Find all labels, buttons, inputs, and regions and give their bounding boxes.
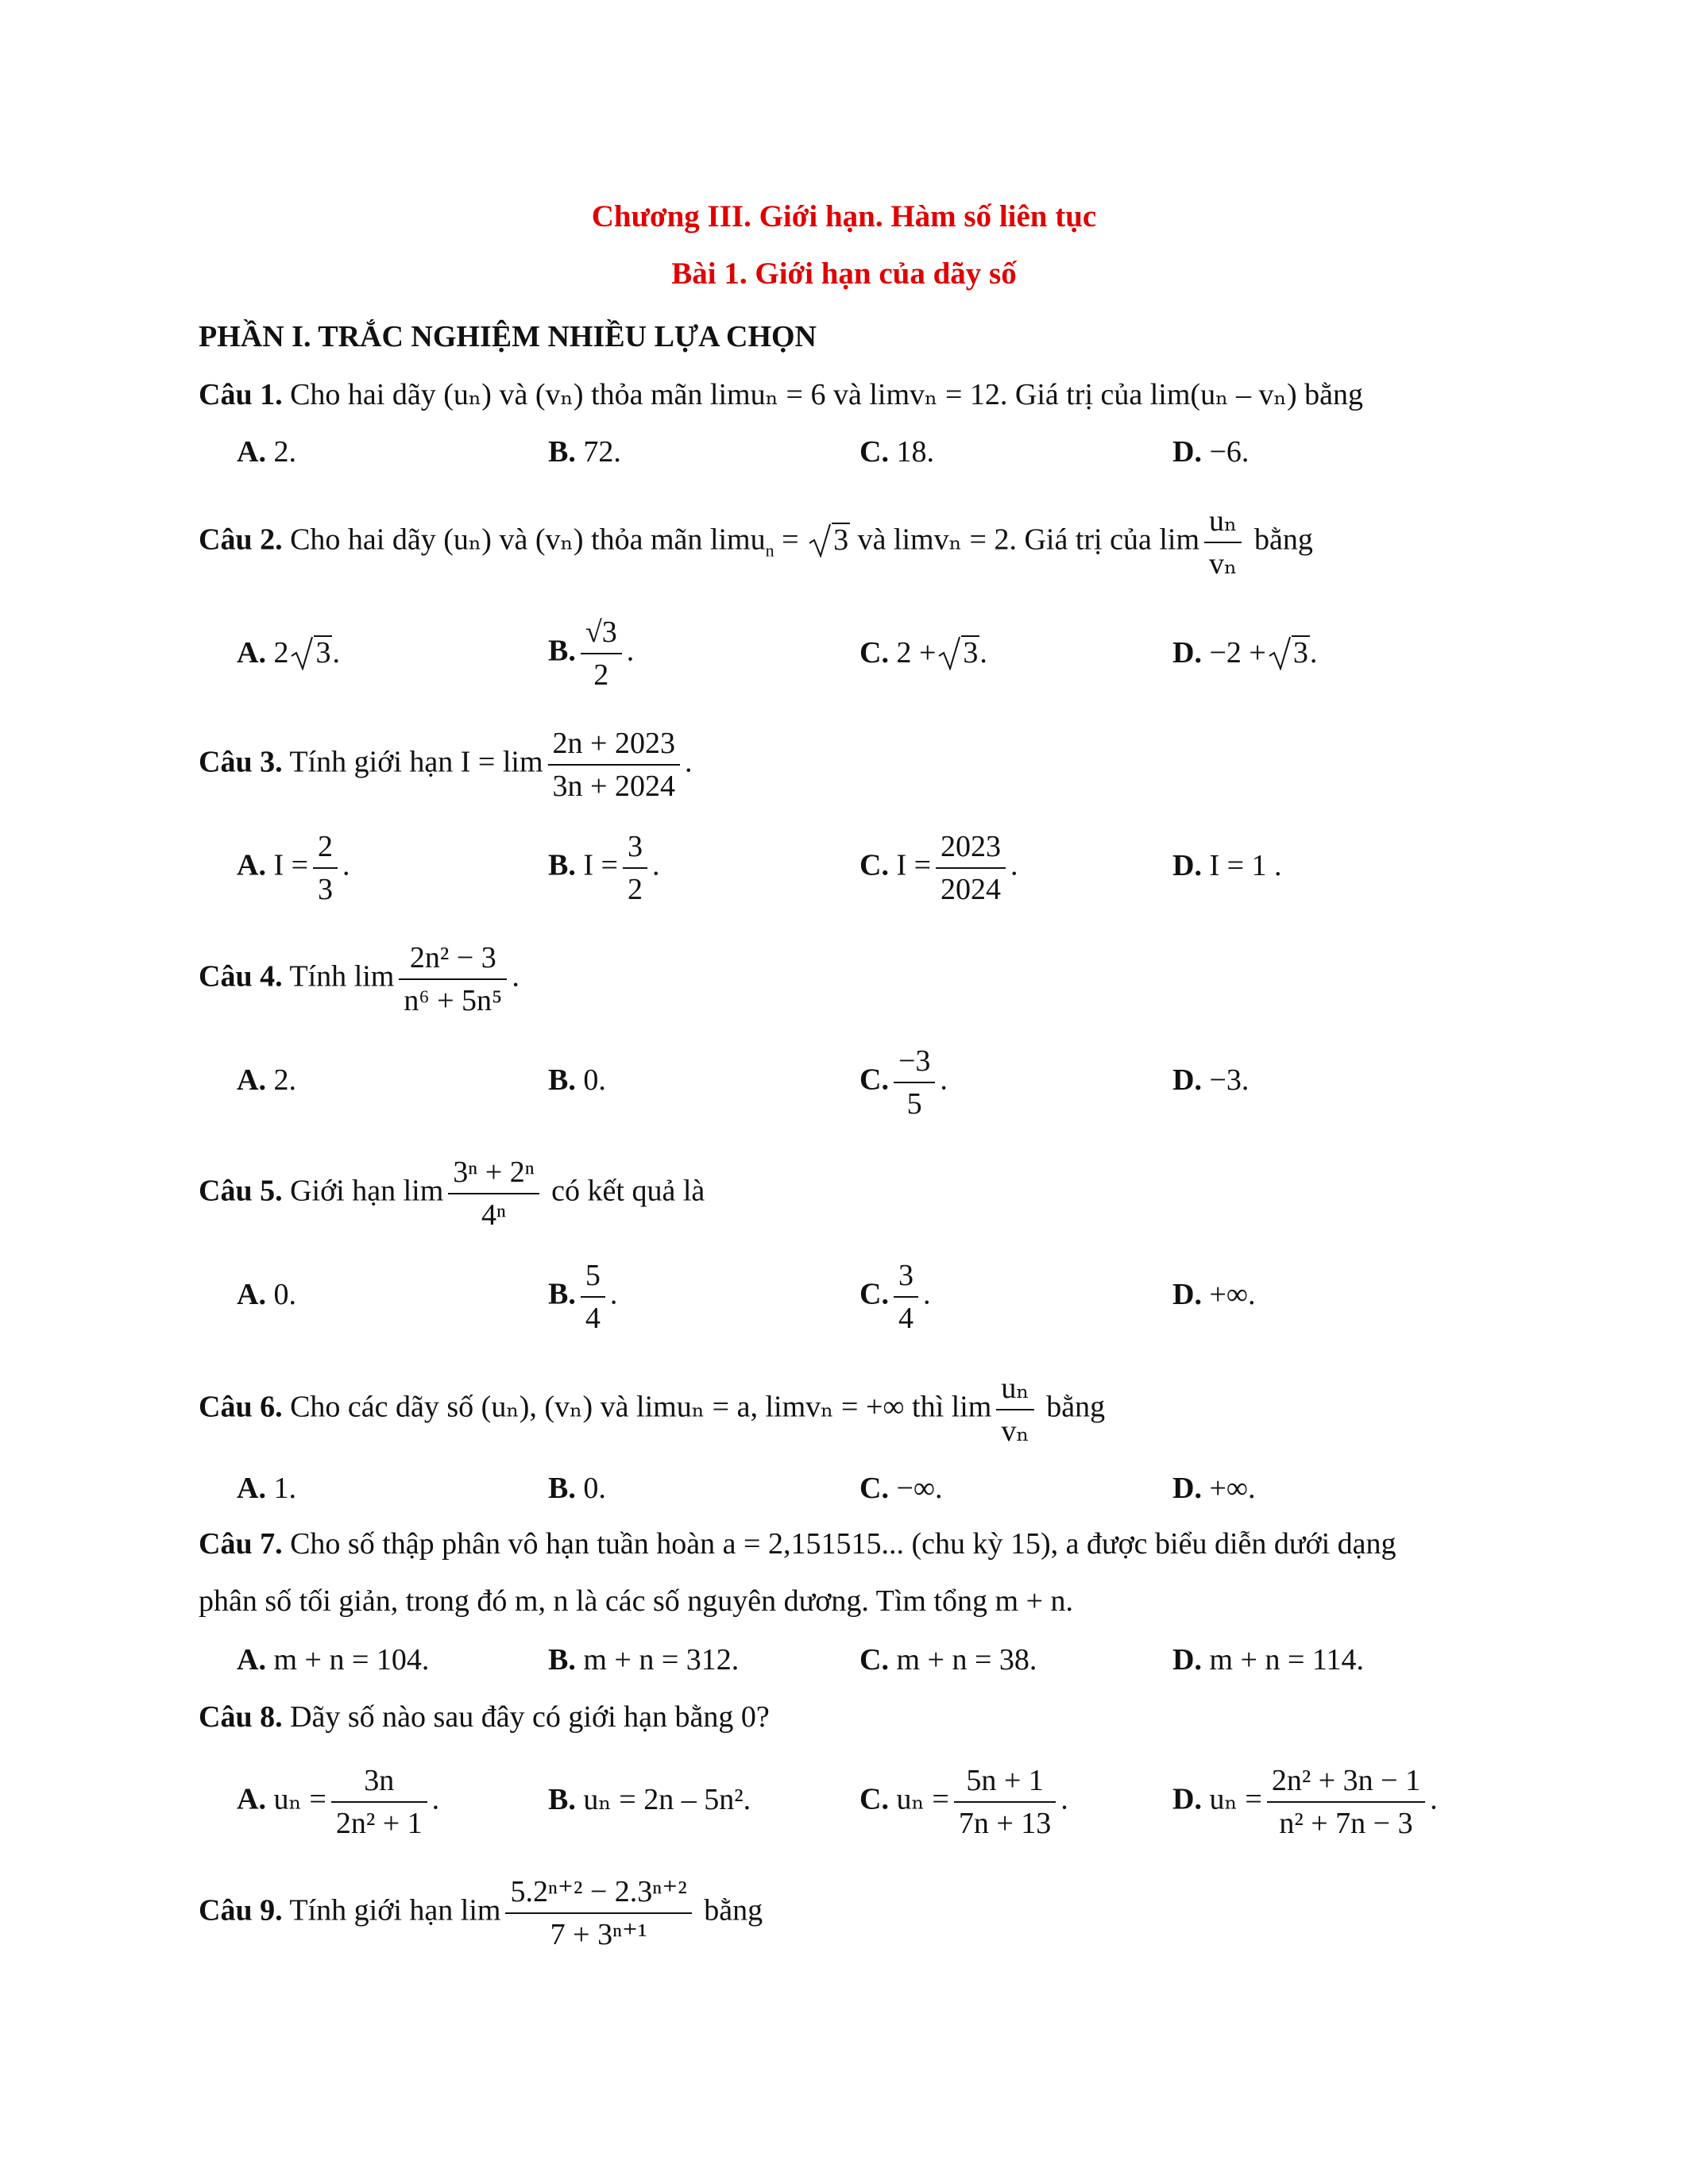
question-label: Câu 6. <box>199 1390 283 1424</box>
option-a[interactable]: A. 1. <box>237 1472 296 1505</box>
question-4: Câu 4. Tính lim $\frac{\text{2n² − 3}}{\text{n⁶ + 5n⁵}}$ . <box>199 937 520 1021</box>
question-label: Câu 4. <box>199 959 283 994</box>
option-c[interactable]: C. I = $\frac{2023}{2024}$ . <box>859 826 1018 910</box>
option-d[interactable]: D. uₙ = $\frac{\text{2n² + 3n − 1}}{\text{n² + 7n − 3}}$ . <box>1172 1760 1438 1844</box>
option-c[interactable]: C. 18. <box>859 435 934 469</box>
question-7-continued: phân số tối giản, trong đó m, n là các số nguyên dương. Tìm tổng m + n. <box>199 1584 1074 1618</box>
option-c[interactable]: C. $\frac{-3}{5}$ . <box>859 1040 948 1125</box>
question-1 <box>199 377 1363 412</box>
option-c[interactable]: C. m + n = 38. <box>859 1643 1037 1677</box>
chapter-title: Chương III. Giới hạn. Hàm số liên tục <box>591 199 1097 233</box>
question-3: Câu 3. Tính giới hạn I = lim $\frac{2n + 2023}{3n + 2024}$ . <box>199 723 692 807</box>
option-b[interactable]: B. uₙ = 2n – 5n². <box>548 1783 751 1816</box>
question-label: Câu 5. <box>199 1174 283 1208</box>
question-5: Câu 5. Giới hạn lim $\frac{\text{3ⁿ + 2ⁿ}}{\text{4ⁿ}}$ có kết quả là <box>199 1152 705 1236</box>
question-8: Câu 8. Dãy số nào sau đây có giới hạn bằng 0? <box>199 1700 770 1734</box>
option-c[interactable]: C. 2 + 3. <box>859 636 987 669</box>
sqrt-expression: 3 <box>808 523 850 558</box>
question-label: Câu 9. <box>199 1893 283 1927</box>
option-b[interactable]: B. I = $\frac{3}{2}$ . <box>548 826 659 910</box>
option-b[interactable]: B. $\frac{5}{4}$ . <box>548 1255 617 1339</box>
question-6: Câu 6. Cho các dãy số (uₙ), (vₙ) và limuₙ = a, limvₙ = +∞ thì lim $\frac{\text{uₙ}}{\text{vₙ}}$ bằng <box>199 1368 1105 1452</box>
question-label: Câu 1. <box>199 378 283 411</box>
option-d[interactable]: D. +∞. <box>1172 1472 1256 1505</box>
option-d[interactable]: D. +∞. <box>1172 1278 1256 1311</box>
section-heading: PHẦN I. TRẮC NGHIỆM NHIỀU LỰA CHỌN <box>199 320 817 353</box>
option-a[interactable]: A. I = $\frac{2}{3}$ . <box>237 826 350 910</box>
question-2: Câu 2. Cho hai dãy (uₙ) và (vₙ) thỏa mãn limu$_n$ = 3 và limvₙ = 2. Giá trị của lim $\frac{\text{uₙ}}{\text{vₙ}}$ bằng <box>199 500 1313 585</box>
question-label: Câu 8. <box>199 1700 283 1734</box>
question-7: Câu 7. Cho số thập phân vô hạn tuần hoàn a = 2,151515... (chu kỳ 15), a được biểu diễn dưới dạng <box>199 1527 1396 1561</box>
lesson-title: Bài 1. Giới hạn của dãy số <box>671 257 1017 291</box>
question-text: Cho hai dãy (uₙ) và (vₙ) thỏa mãn limuₙ = 6 và limvₙ = 12. Giá trị của lim(uₙ – vₙ) bằng <box>290 378 1363 411</box>
option-d[interactable]: D. −6. <box>1172 435 1250 469</box>
option-b[interactable]: B. 72. <box>548 435 621 469</box>
question-label: Câu 7. <box>199 1527 283 1561</box>
option-a[interactable]: A. uₙ = $\frac{3n}{\text{2n² + 1}}$ . <box>237 1760 439 1844</box>
question-label: Câu 3. <box>199 745 283 779</box>
option-d[interactable]: D. I = 1 . <box>1172 849 1282 882</box>
option-a[interactable]: A. 2. <box>237 1063 296 1097</box>
option-b[interactable]: B. 0. <box>548 1472 606 1505</box>
question-label: Câu 2. <box>199 523 283 557</box>
option-a[interactable]: A. 2 3. <box>237 636 340 669</box>
option-b[interactable]: B. $\frac{√3}{2}$ . <box>548 612 634 696</box>
option-d[interactable]: D. m + n = 114. <box>1172 1643 1364 1677</box>
question-9: Câu 9. Tính giới hạn lim $\frac{\text{5.2ⁿ⁺² − 2.3ⁿ⁺²}}{\text{7 + 3ⁿ⁺¹}}$ bằng <box>199 1871 763 1955</box>
option-a[interactable]: A. m + n = 104. <box>237 1643 430 1677</box>
option-a[interactable]: A. 0. <box>237 1278 296 1311</box>
option-d[interactable]: D. −2 + 3. <box>1172 636 1318 669</box>
option-a[interactable]: A. 2. <box>237 435 296 469</box>
option-d[interactable]: D. −3. <box>1172 1063 1250 1097</box>
option-b[interactable]: B. m + n = 312. <box>548 1643 740 1677</box>
option-c[interactable]: C. $\frac{3}{4}$ . <box>859 1255 930 1339</box>
option-c[interactable]: C. −∞. <box>859 1472 943 1505</box>
option-c[interactable]: C. uₙ = $\frac{5n + 1}{7n + 13}$ . <box>859 1760 1068 1844</box>
option-b[interactable]: B. 0. <box>548 1063 606 1097</box>
